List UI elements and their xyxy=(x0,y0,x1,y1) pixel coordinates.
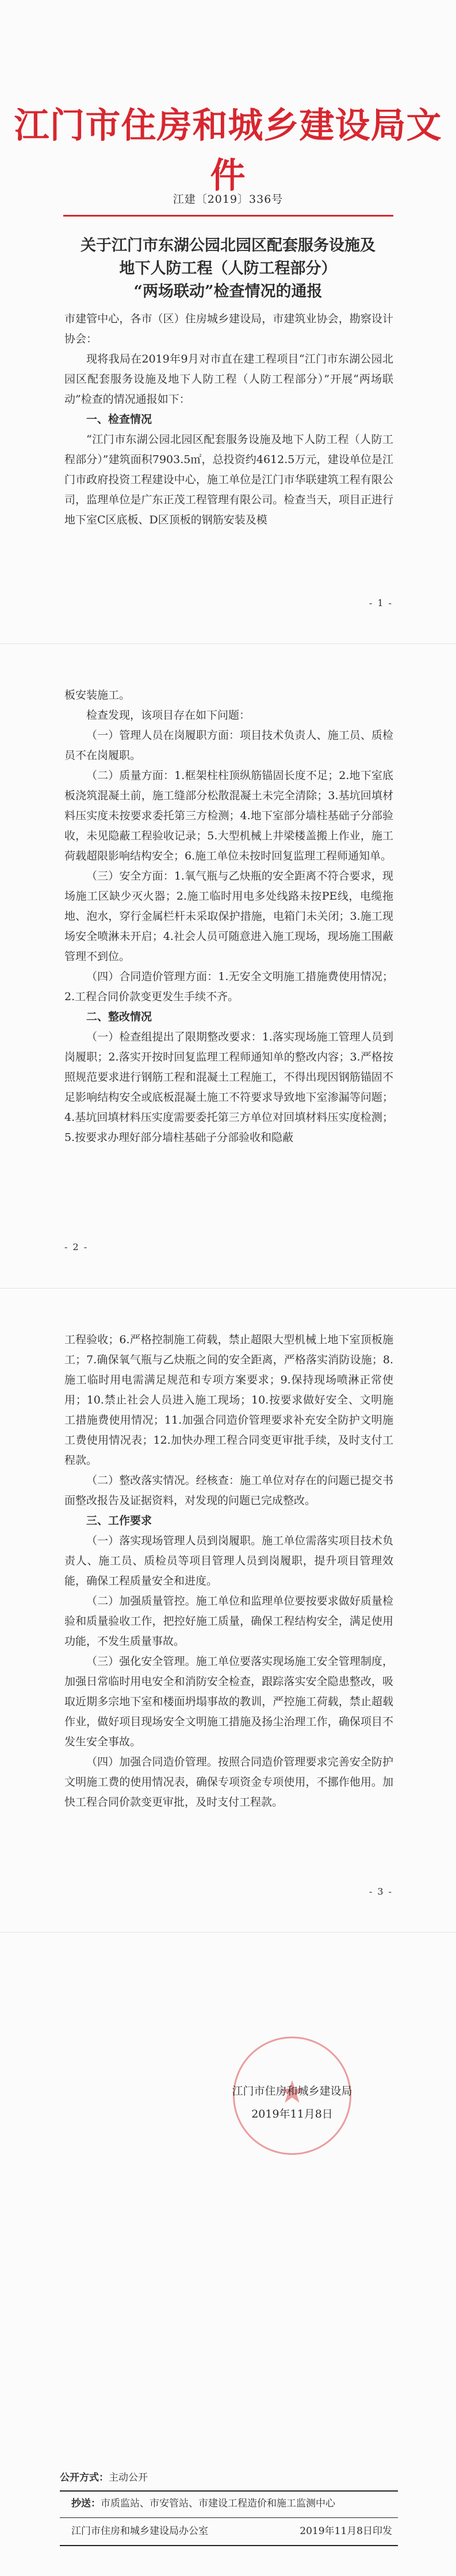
section-3-heading: 三、工作要求 xyxy=(86,1514,152,1527)
issue-quality: （二）质量方面：1.框架柱柱顶纵筋锚固长度不足；2.地下室底板浇筑混凝土前，施工缝部分松散混凝土未完全清除；3.基坑回填材料压实度未按要求委托第三方检测；4.地下室部分墙柱基础子分部验收，未见隐蔽工程验收记录；5.大型机械上井梁楼盖搬上作业，施工荷载超限影响结构安全；6.施工单位未按时回复监理工程师通知单。 xyxy=(64,769,393,862)
signature-organization: 江门市住房和城乡建设局 xyxy=(232,2085,352,2097)
section-2-heading: 二、整改情况 xyxy=(86,1011,152,1023)
continued-text: 工程验收；6.严格控制施工荷载，禁止超限大型机械上地下室顶板施工；7.确保氧气瓶与乙炔瓶之间的安全距离，严格落实消防设施；8.施工临时用电需满足规范和专项方案要求；9.保持现场喷淋正常使用；10.禁止社会人员进入施工现场；10.按要求做好安全、文明施工措施费使用情况；11.加强合同造价管理要求补充安全防护文明施工费使用情况表；12.加快办理工程合同变更审批手续，及时支付工程款。 xyxy=(64,1333,393,1467)
issuer-row xyxy=(60,2521,398,2542)
page-3 xyxy=(0,1289,456,1932)
salutation: 市建管中心，各市（区）住房城乡建设局，市建筑业协会，勘察设计协会： xyxy=(64,313,393,345)
disclosure-label: 公开方式： xyxy=(60,2472,109,2484)
findings-intro: 检查发现，该项目存在如下问题： xyxy=(86,709,251,722)
page-number: - 3 - xyxy=(369,1886,393,1897)
cc-row xyxy=(60,2493,398,2514)
cc-label: 抄送： xyxy=(71,2498,101,2509)
page-2-body xyxy=(64,685,393,1148)
title-line-1: 关于江门市东湖公园北园区配套服务设施及 xyxy=(81,237,375,254)
signature-block xyxy=(206,2080,378,2126)
document-number: 江建〔2019〕336号 xyxy=(173,193,283,206)
page-number: - 1 - xyxy=(369,597,393,608)
issue-staffing: （一）管理人员在岗履职方面：项目技术负责人、施工员、质检员不在岗履职。 xyxy=(64,729,393,762)
page-2 xyxy=(0,644,456,1288)
rectification-requirements: （一）检查组提出了限期整改要求：1.落实现场施工管理人员到岗履职；2.落实开按时回复监理工程师通知单的整改内容；3.严格按照规范要求进行钢筋工程和混凝土工程施工，不得出现因钢筋锚固不足影响结构安全或底板混凝土施工不符要求导致地下室渗漏等问题；4.基坑回填材料压实度需要委托第三方单位对回填材料压实度检测；5.按要求办理好部分墙柱基础子分部验收和隐蔽 xyxy=(64,1031,393,1144)
cc-value: 市质监站、市安管站、市建设工程造价和施工监测中心 xyxy=(101,2498,335,2509)
issuer-header-title: 江门市住房和城乡建设局文件 xyxy=(14,105,442,196)
signature-date: 2019年11月8日 xyxy=(251,2108,333,2120)
issue-safety: （三）安全方面：1.氧气瓶与乙炔瓶的安全距离不符合要求，现场施工区缺少灭火器；2.施工临时用电多处线路未按PE线，电缆拖地、泡水，穿行金属栏杆未采取保护措施，电箱门未关闭；3.施工现场安全喷淋未开启；4.社会人员可随意进入施工现场，现场施工围蔽管理不到位。 xyxy=(64,870,393,963)
requirement-staffing: （一）落实现场管理人员到岗履职。施工单位需落实项目技术负责人、施工员、质检员等项目管理人员到岗履职，提升项目管理效能，确保工程质量安全和进度。 xyxy=(64,1534,393,1587)
footer-rule-middle xyxy=(60,2517,398,2518)
title-line-3: “两场联动”检查情况的通报 xyxy=(133,283,323,300)
footer-rule-top xyxy=(60,2490,398,2492)
red-divider-line xyxy=(63,215,393,217)
page-1 xyxy=(0,0,456,643)
requirement-safety: （三）强化安全管理。施工单位要落实现场施工安全管理制度，加强日常临时用电安全和消防安全检查，跟踪落实安全隐患整改，吸取近期多宗地下室和楼面坍塌事故的教训，严控施工荷载，禁止超载作业，做好项目现场安全文明施工措施及扬尘治理工作，确保项目不发生安全事故。 xyxy=(64,1655,393,1748)
requirement-contract-cost: （四）加强合同造价管理。按照合同造价管理要求完善安全防护文明施工费的使用情况表，确保专项资金专项使用，不挪作他用。加快工程合同价款变更审批，及时支付工程款。 xyxy=(64,1756,393,1808)
footer-rule-bottom xyxy=(60,2545,398,2546)
page-number: - 2 - xyxy=(64,1241,89,1252)
disclosure-value: 主动公开 xyxy=(109,2472,148,2484)
disclosure-row xyxy=(60,2467,398,2488)
requirement-quality: （二）加强质量管控。施工单位和监理单位要按要求做好质量检验和质量验收工作，把控好施工质量，确保工程结构安全，满足使用功能，不发生质量事故。 xyxy=(64,1595,393,1648)
issuing-office: 江门市住房和城乡建设局办公室 xyxy=(71,2525,208,2537)
project-info-paragraph: “江门市东湖公园北园区配套服务设施及地下人防工程（人防工程部分）”建筑面积7903.5㎡，总投资约4612.5万元，建设单位是江门市政府投资工程建设中心，施工单位是江门市华联建筑工程有限公司，监理单位是广东正茂工程管理有限公司。检查当天，项目正进行地下室C区底板、D区顶板的钢筋安装及模 xyxy=(64,433,393,526)
page-3-body xyxy=(64,1330,393,1813)
section-1-heading: 一、检查情况 xyxy=(86,413,152,426)
intro-paragraph: 现将我局在2019年9月对市直在建工程项目“江门市东湖公园北园区配套服务设施及地下人防工程（人防工程部分）”开展“两场联动”检查的情况通报如下： xyxy=(64,353,393,406)
issue-contract-cost: （四）合同造价管理方面：1.无安全文明施工措施费使用情况；2.工程合同价款变更发生手续不齐。 xyxy=(64,970,393,1003)
title-line-2: 地下人防工程（人防工程部分） xyxy=(119,260,337,277)
rectification-status: （二）整改落实情况。经核查：施工单位对存在的问题已提交书面整改报告及证据资料，对发现的问题已完成整改。 xyxy=(64,1474,393,1507)
issue-date: 2019年11月8日印发 xyxy=(300,2525,392,2537)
continued-text: 板安装施工。 xyxy=(64,689,131,701)
page-1-body xyxy=(64,309,393,530)
document-title xyxy=(0,234,456,303)
